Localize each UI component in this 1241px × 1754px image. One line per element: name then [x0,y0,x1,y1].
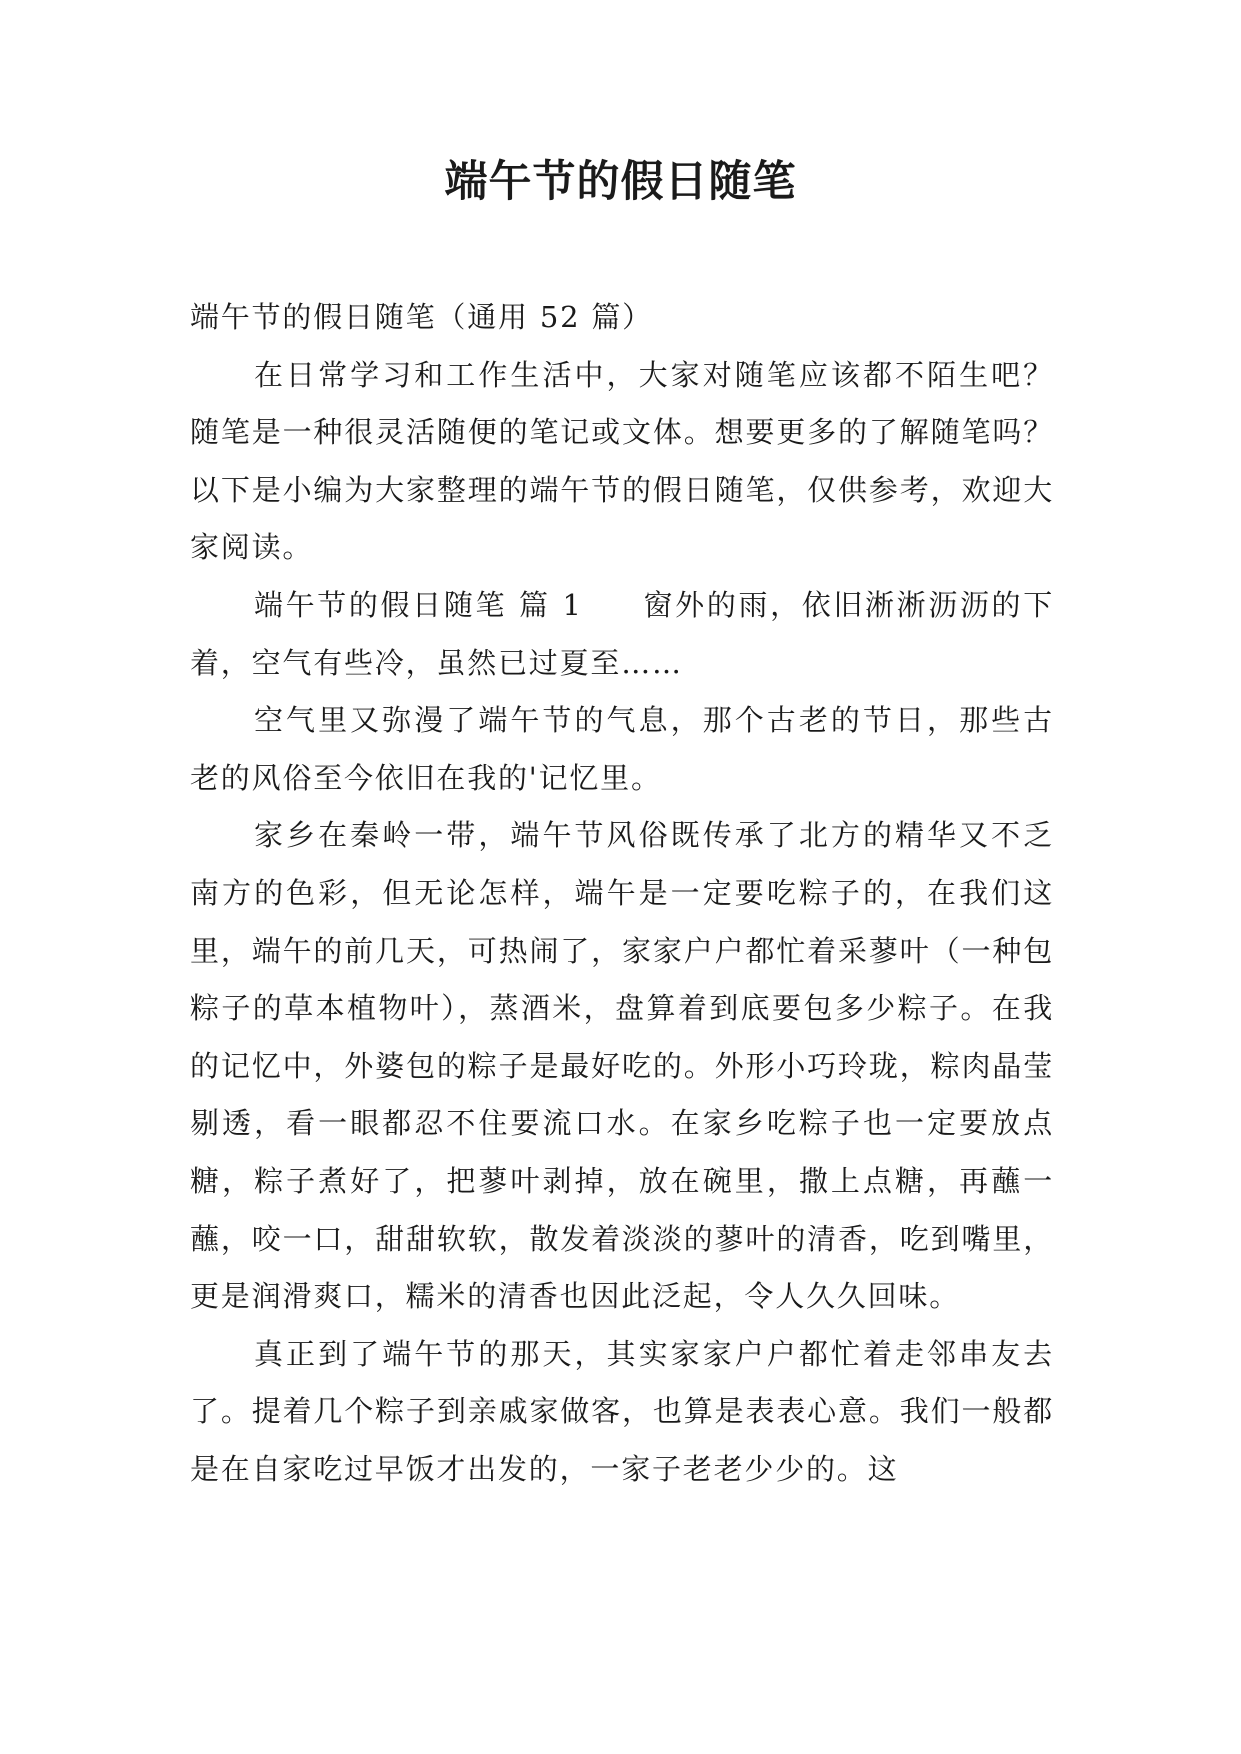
document-subtitle: 端午节的假日随笔（通用 52 篇） [190,300,653,334]
section-1-text: 窗外的雨，依旧淅淅沥沥的下着，空气有些冷，虽然已过夏至…… [190,587,1054,680]
paragraph-atmosphere: 空气里又弥漫了端午节的气息，那个古老的节日，那些古老的风俗至今依旧在我的'记忆里。 [190,703,1054,795]
document-title: 端午节的假日随笔 [444,157,797,207]
paragraph-festival-day: 真正到了端午节的那天，其实家家户户都忙着走邻串友去了。提着几个粽子到亲戚家做客，也算是表表心意。我们一般都是在自家吃过早饭才出发的，一家子老老少少的。这 [190,1336,1054,1486]
document-body [190,289,1054,1498]
paragraph-intro: 在日常学习和工作生活中，大家对随笔应该都不陌生吧？随笔是一种很灵活随便的笔记或文体。想要更多的了解随笔吗？以下是小编为大家整理的端午节的假日随笔，仅供参考，欢迎大家阅读。 [190,357,1054,565]
section-1-heading: 端午节的假日随笔 篇 1 [254,587,583,622]
paragraph-hometown: 家乡在秦岭一带，端午节风俗既传承了北方的精华又不乏南方的色彩，但无论怎样，端午是一定要吃粽子的，在我们这里，端午的前几天，可热闹了，家家户户都忙着采蓼叶（一种包粽子的草本植物叶），蒸酒米，盘算着到底要包多少粽子。在我的记忆中，外婆包的粽子是最好吃的。外形小巧玲珑，粽肉晶莹剔透，看一眼都忍不住要流口水。在家乡吃粽子也一定要放点糖，粽子煮好了，把蓼叶剥掉，放在碗里，撒上点糖，再蘸一蘸，咬一口，甜甜软软，散发着淡淡的蓼叶的清香，吃到嘴里，更是润滑爽口，糯米的清香也因此泛起，令人久久回味。 [190,818,1054,1314]
section-1-paragraph [190,577,1054,692]
